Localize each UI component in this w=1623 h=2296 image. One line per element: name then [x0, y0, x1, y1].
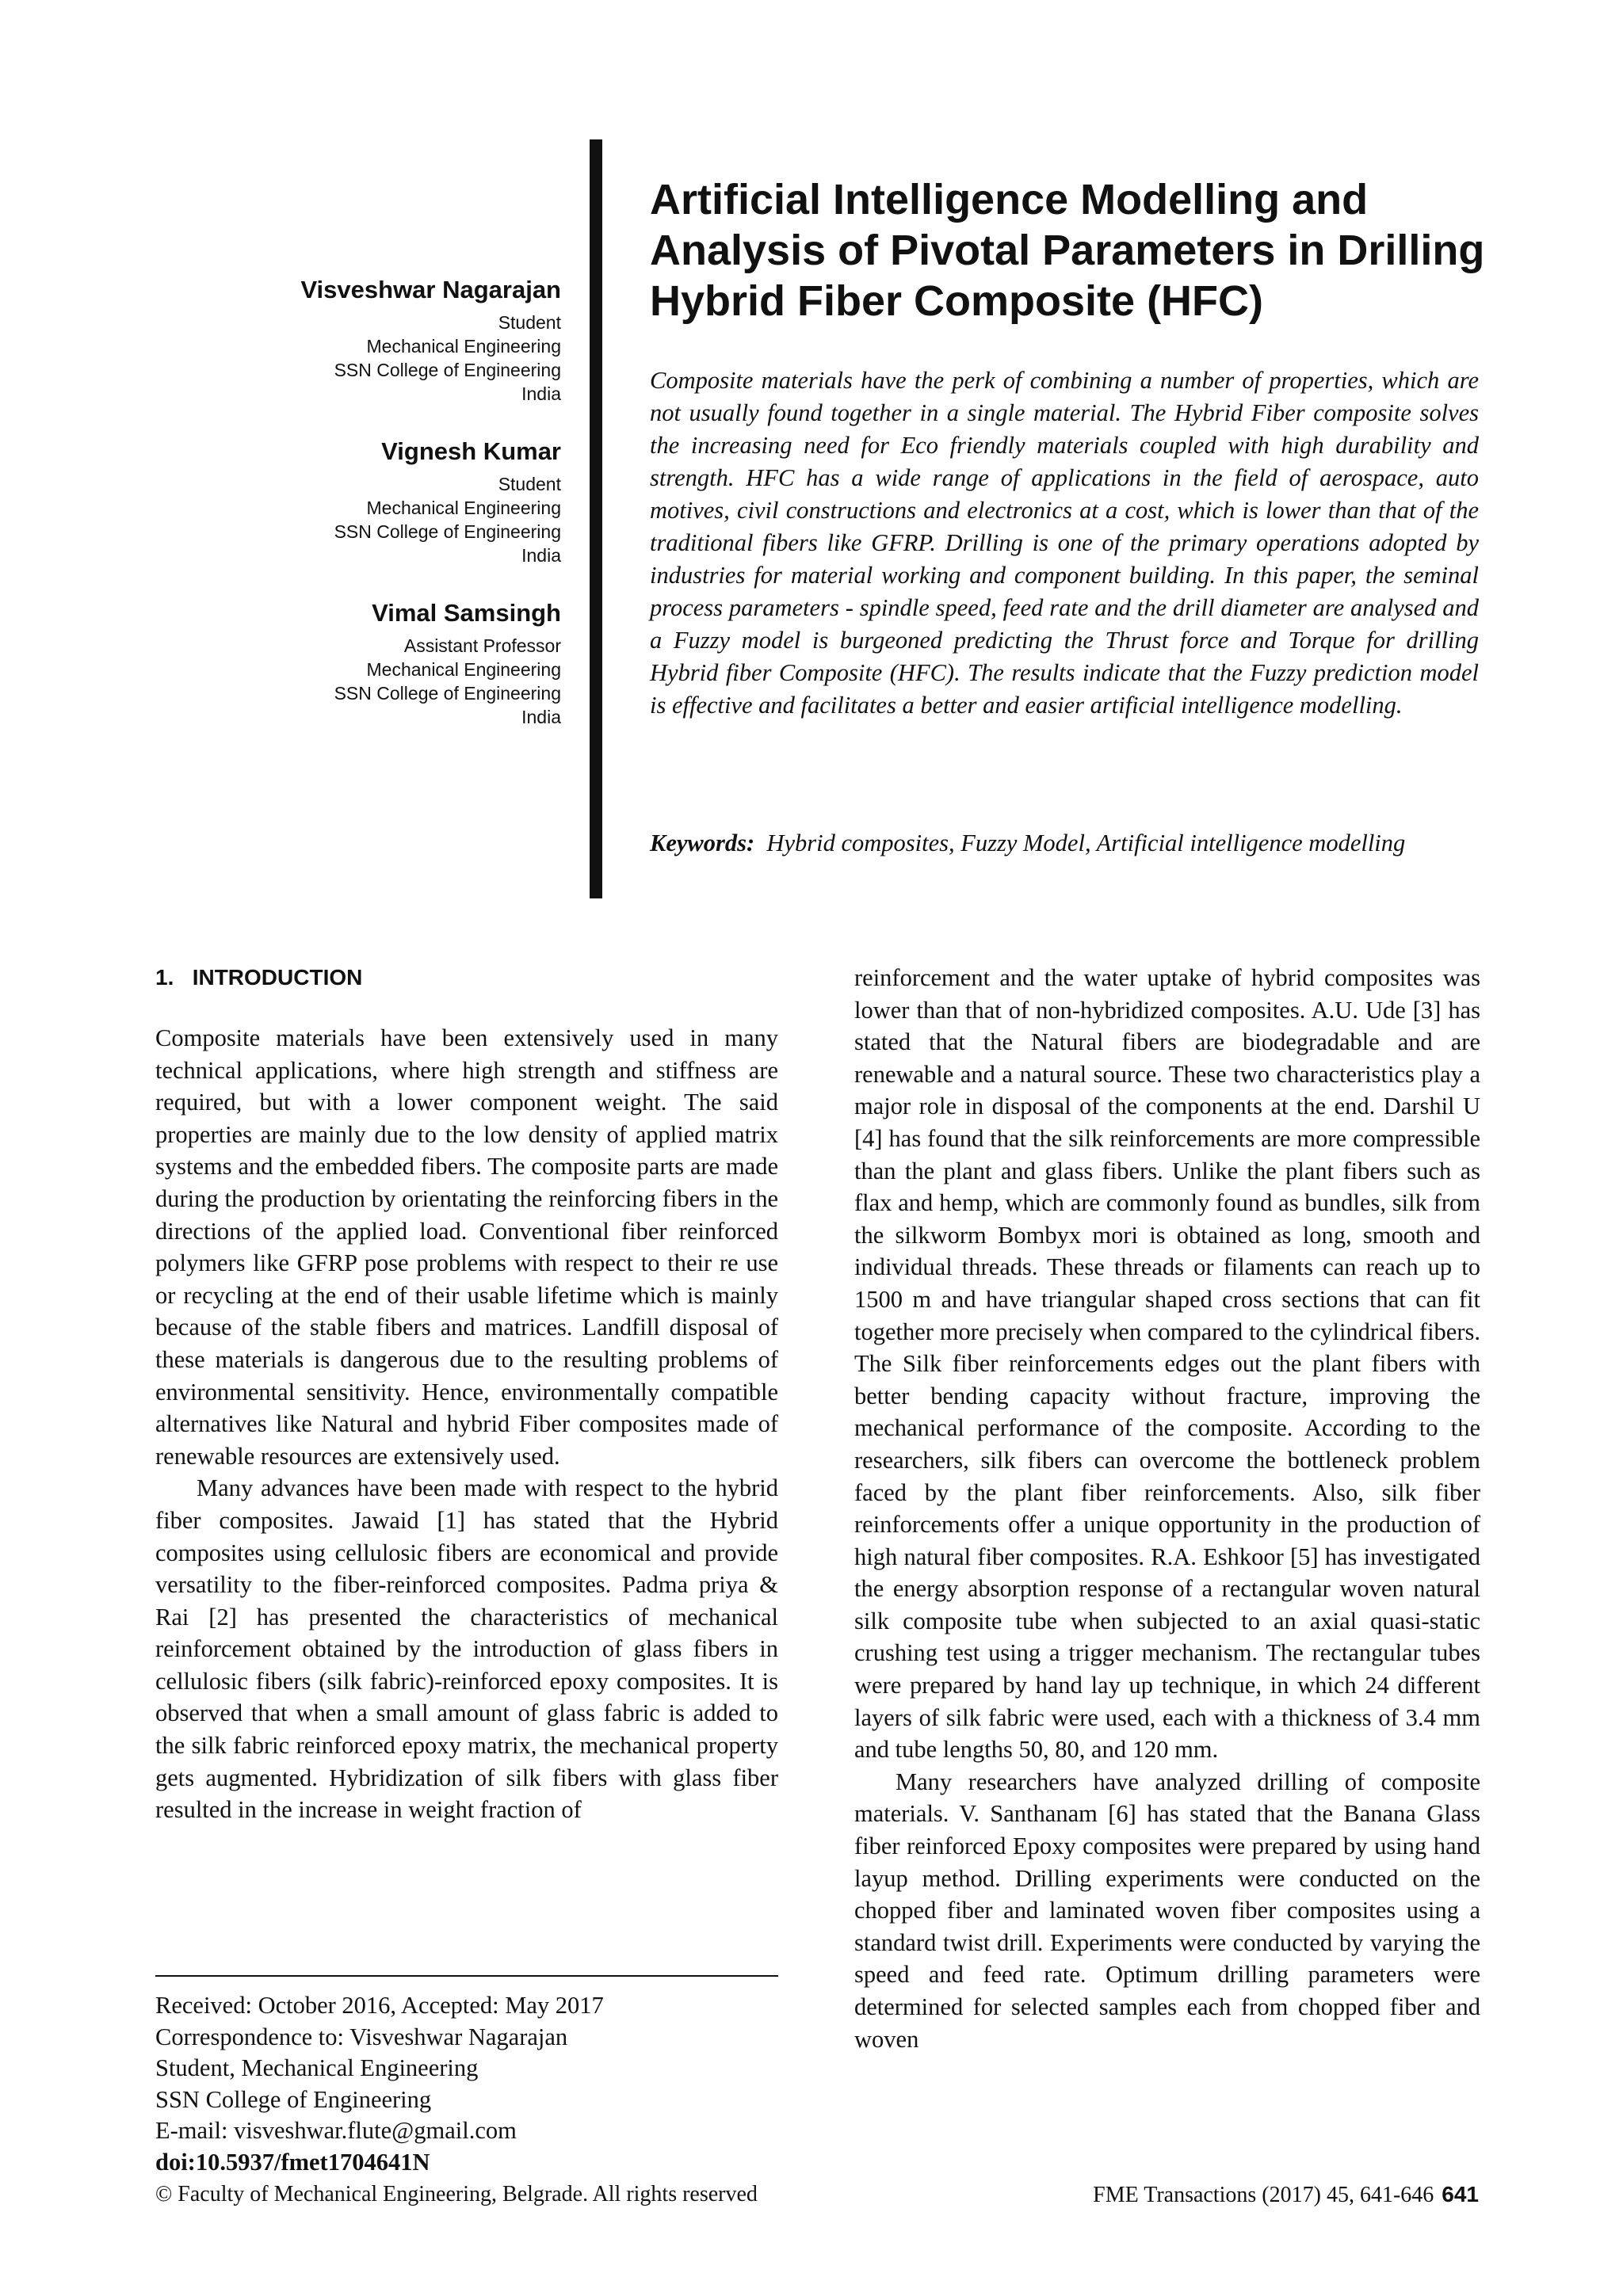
author-name: Visveshwar Nagarajan	[300, 276, 561, 303]
vertical-divider	[590, 139, 602, 898]
section-number: 1.	[155, 965, 174, 990]
journal-footer	[1093, 2180, 1479, 2210]
body-paragraph: Many advances have been made with respect to the hybrid fiber composites. Jawaid [1] has stated that the Hybrid composites using cellulosic fibers are economical and provide versatility to the fiber-reinforced composites. Padma priya & Rai [2] has presented the characteristics of mechanical reinforcement obtained by the introduction of glass fibers in cellulosic fibers (silk fabric)-reinforced epoxy composites. It is observed that when a small amount of glass fabric is added to the silk fabric reinforced epoxy matrix, the mechanical property gets augmented. Hybridization of silk fibers with glass fiber resulted in the increase in weight fraction of	[155, 1474, 778, 1824]
author-name: Vimal Samsingh	[372, 599, 561, 627]
correspondence: Correspondence to: Visveshwar Nagarajan	[155, 2023, 568, 2050]
abstract: Composite materials have the perk of combining a number of properties, which are not usually found together in a single material. The Hybrid Fiber composite solves the increasing need for Eco friendly materials coupled with high durability and strength. HFC has a wide range of applications in the field of aerospace, auto motives, civil constructions and electronics at a cost, which is lower than that of the traditional fibers like GFRP. Drilling is one of the primary operations adopted by industries for material working and component building. In this paper, the seminal process parameters - spindle speed, feed rate and the drill diameter are analysed and a Fuzzy model is burgeoned predicting the Thrust force and Torque for drilling Hybrid fiber Composite (HFC). The results indicate that the Fuzzy prediction model is effective and facilitates a better and easier artificial intelligence modelling.	[650, 367, 1479, 719]
author-position: Student	[498, 474, 561, 494]
section-title: INTRODUCTION	[192, 965, 363, 990]
keywords-text: Hybrid composites, Fuzzy Model, Artificial intelligence modelling	[766, 830, 1406, 856]
author-department: Mechanical Engineering	[366, 498, 561, 518]
doi: doi:10.5937/fmet1704641N	[155, 2148, 430, 2176]
body-column-right	[854, 962, 1480, 2055]
author-institution: SSN College of Engineering	[334, 521, 561, 542]
copyright-notice: © Faculty of Mechanical Engineering, Belgrade. All rights reserved	[155, 2182, 758, 2206]
body-paragraph: Composite materials have been extensively used in many technical applications, where high strength and stiffness are required, but with a lower component weight. The said properties are mainly due to the low density of applied matrix systems and the embedded fibers. The composite parts are made during the production by orientating the reinforcing fibers in the directions of the applied load. Conventional fiber reinforced polymers like GFRP pose problems with respect to their re use or recycling at the end of their usable lifetime which is mainly because of the stable fibers and matrices. Landfill disposal of these materials is dangerous due to the resulting problems of environmental sensitivity. Hence, environmentally compatible alternatives like Natural and hybrid Fiber composites made of renewable resources are extensively used.	[155, 1024, 778, 1470]
received-date: Received: October 2016, Accepted: May 2017	[155, 1992, 604, 2019]
keywords-label: Keywords:	[650, 830, 755, 856]
author-block	[238, 436, 561, 567]
correspondence-institution: SSN College of Engineering	[155, 2085, 432, 2113]
journal-citation: FME Transactions (2017) 45, 641-646	[1093, 2183, 1434, 2207]
author-department: Mechanical Engineering	[366, 336, 561, 357]
body-paragraph: reinforcement and the water uptake of hybrid composites was lower than that of non-hybridized composites. A.U. Ude [3] has stated that the Natural fibers are biodegradable and are renewable and a natural source. These two characteristics play a major role in disposal of the components at the end. Darshil U [4] has found that the silk reinforcements are more compressible than the plant and glass fibers. Unlike the plant fibers such as flax and hemp, which are commonly found as bundles, silk from the silkworm Bombyx mori is obtained as long, smooth and individual threads. These threads or filaments can reach up to 1500 m and have triangular shaped cross sections that can fit together more precisely when compared to the cylindrical fibers. The Silk fiber reinforcements edges out the plant fibers with better bending capacity without fracture, improving the mechanical performance of the composite. According to the researchers, silk fibers can overcome the bottleneck problem faced by the plant fiber reinforcements. Also, silk fiber reinforcements offer a unique opportunity in the production of high natural fiber composites. R.A. Eshkoor [5] has investigated the energy absorption response of a rectangular woven natural silk composite tube when subjected to an axial quasi-static crushing test using a trigger mechanism. The rectangular tubes were prepared by hand lay up technique, in which 24 different layers of silk fabric were used, each with a thickness of 3.4 mm and tube lengths 50, 80, and 120 mm.	[854, 964, 1480, 1764]
paper-title: Artificial Intelligence Modelling and Analysis of Pivotal Parameters in Drilling Hybrid Fiber Composite (HFC)	[650, 176, 1485, 325]
page-number: 641	[1442, 2182, 1479, 2206]
author-institution: SSN College of Engineering	[334, 360, 561, 380]
author-country: India	[521, 545, 561, 566]
author-position: Student	[498, 312, 561, 333]
keywords	[650, 827, 1479, 860]
author-position: Assistant Professor	[403, 635, 561, 656]
author-country: India	[521, 383, 561, 404]
author-department: Mechanical Engineering	[366, 659, 561, 680]
author-block	[238, 597, 561, 729]
author-block	[238, 274, 561, 406]
author-country: India	[521, 707, 561, 727]
author-list	[238, 274, 561, 759]
footnote-rule	[155, 1975, 778, 1977]
author-name: Vignesh Kumar	[381, 437, 561, 465]
body-column-left	[155, 1022, 778, 1826]
footnote	[155, 1990, 805, 2178]
section-heading	[155, 962, 362, 994]
correspondence-position: Student, Mechanical Engineering	[155, 2054, 479, 2081]
author-institution: SSN College of Engineering	[334, 683, 561, 704]
body-paragraph: Many researchers have analyzed drilling of composite materials. V. Santhanam [6] has stated that the Banana Glass fiber reinforced Epoxy composites were prepared by using hand layup method. Drilling experiments were conducted on the chopped fiber and laminated woven fiber composites using a standard twist drill. Experiments were conducted by varying the speed and feed rate. Optimum drilling parameters were determined for selected samples each from chopped fiber and woven	[854, 1768, 1480, 2053]
correspondence-email: E-mail: visveshwar.flute@gmail.com	[155, 2117, 517, 2144]
